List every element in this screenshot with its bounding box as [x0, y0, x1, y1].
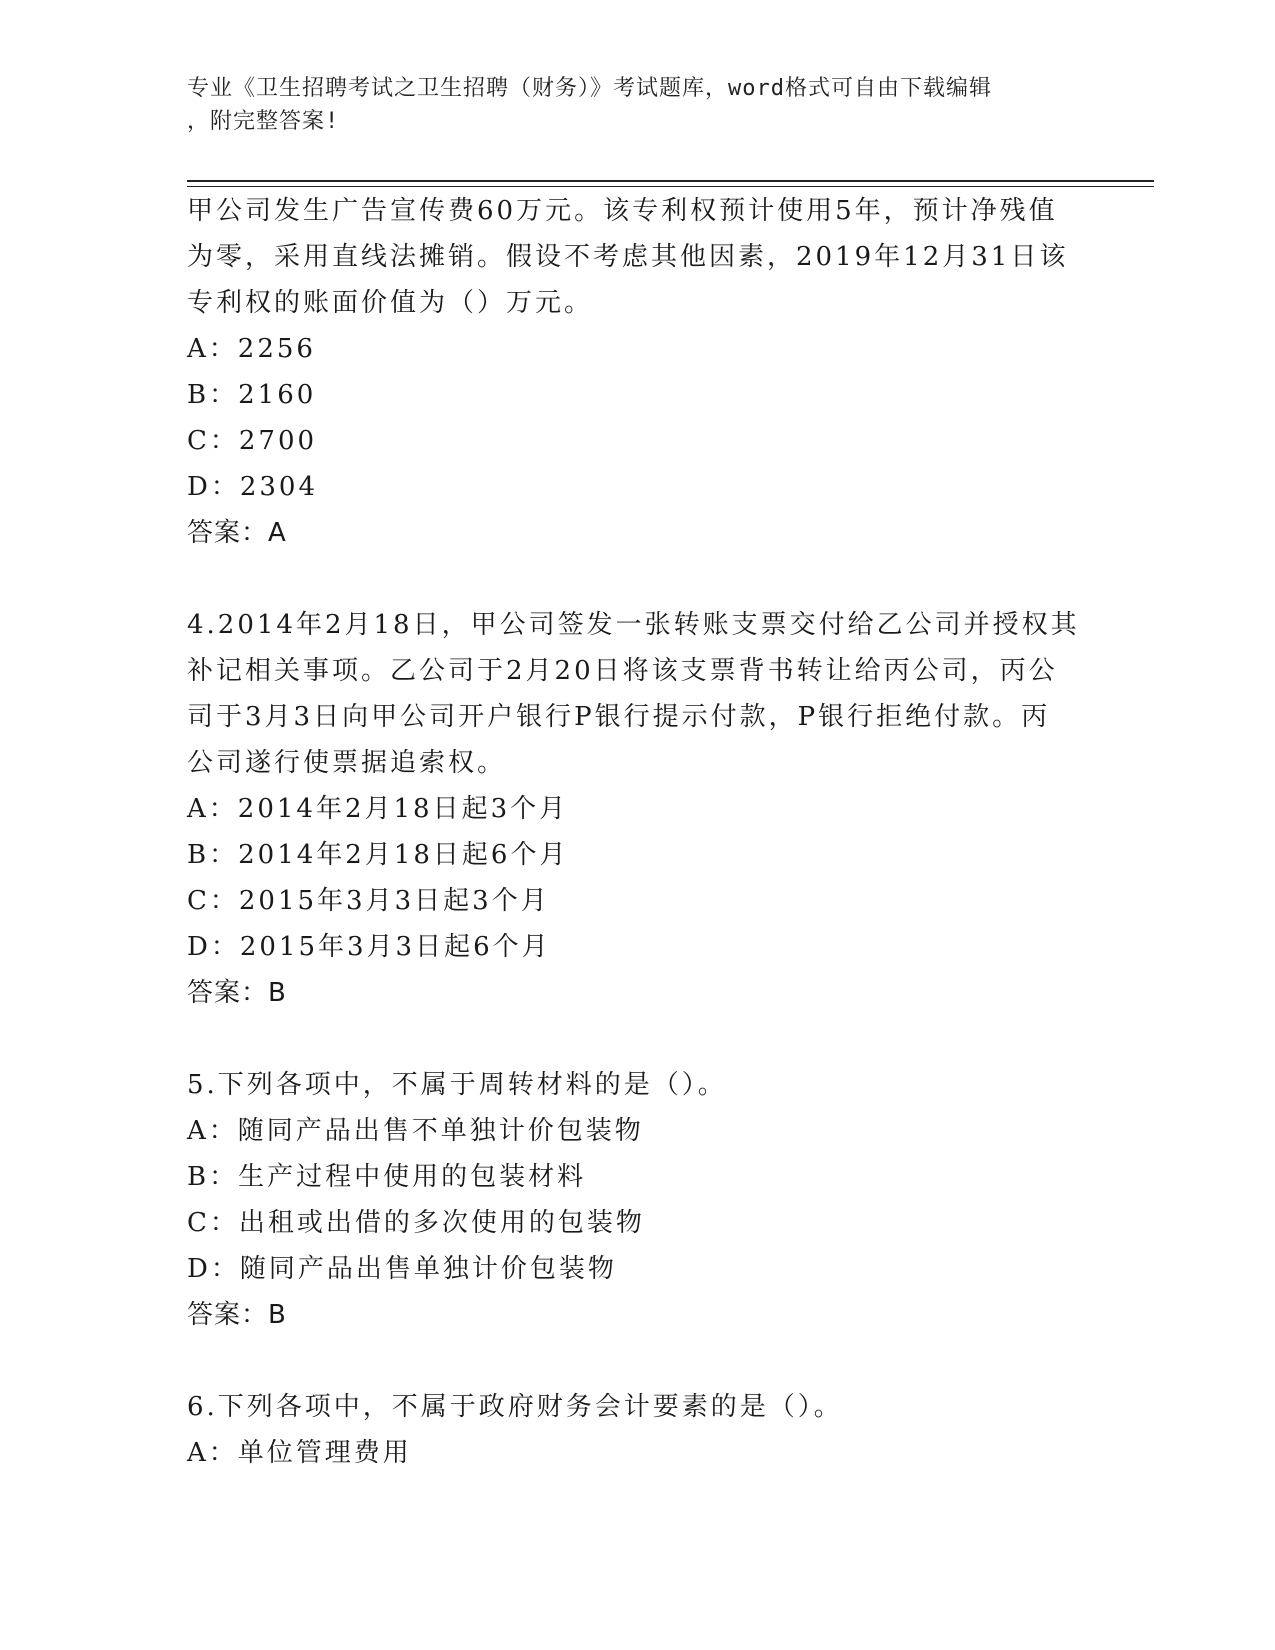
- question-stem-line: 为零，采用直线法摊销。假设不考虑其他因素，2019年12月31日该: [187, 242, 1069, 272]
- option-d: D：2304: [187, 472, 319, 502]
- option-b: B：2014年2月18日起6个月: [187, 840, 569, 870]
- header-divider-thick: [187, 180, 1154, 182]
- answer-line: 答案：B: [187, 1300, 287, 1330]
- option-b: B：生产过程中使用的包装材料: [187, 1162, 587, 1192]
- question-stem-line: 甲公司发生广告宣传费60万元。该专利权预计使用5年，预计净残值: [187, 196, 1058, 226]
- option-a: A：随同产品出售不单独计价包装物: [187, 1116, 644, 1146]
- question-stem-line: 6.下列各项中，不属于政府财务会计要素的是（）。: [187, 1392, 843, 1422]
- question-3: [187, 188, 1087, 556]
- option-d: D：随同产品出售单独计价包装物: [187, 1254, 617, 1284]
- spacer: [187, 1016, 1087, 1062]
- option-c: C：2700: [187, 426, 318, 456]
- option-c: C：2015年3月3日起3个月: [187, 886, 550, 916]
- header-line-2: ，附完整答案!: [187, 109, 340, 134]
- spacer: [187, 1338, 1087, 1384]
- question-4: [187, 602, 1087, 1016]
- option-d: D：2015年3月3日起6个月: [187, 932, 551, 962]
- question-6: [187, 1384, 1087, 1476]
- question-stem-line: 司于3月3日向甲公司开户银行P银行提示付款，P银行拒绝付款。丙: [187, 702, 1051, 732]
- answer-line: 答案：A: [187, 518, 287, 548]
- question-stem-line: 专利权的账面价值为（）万元。: [187, 288, 594, 318]
- question-stem-line: 公司遂行使票据追索权。: [187, 748, 507, 778]
- option-a: A：2256: [187, 334, 316, 364]
- option-b: B：2160: [187, 380, 317, 410]
- question-5: [187, 1062, 1087, 1338]
- header-divider-thin: [187, 186, 1154, 187]
- question-stem-line: 4.2014年2月18日，甲公司签发一张转账支票交付给乙公司并授权其: [187, 610, 1080, 640]
- question-list: [187, 188, 1087, 1476]
- option-a: A：单位管理费用: [187, 1438, 412, 1468]
- option-a: A：2014年2月18日起3个月: [187, 794, 569, 824]
- spacer: [187, 556, 1087, 602]
- option-c: C：出租或出借的多次使用的包装物: [187, 1208, 645, 1238]
- page-header: [187, 72, 1067, 138]
- header-line-1: 专业《卫生招聘考试之卫生招聘（财务）》考试题库，word格式可自由下载编辑: [187, 76, 992, 101]
- question-stem-line: 5.下列各项中，不属于周转材料的是（）。: [187, 1070, 727, 1100]
- answer-line: 答案：B: [187, 978, 287, 1008]
- question-stem-line: 补记相关事项。乙公司于2月20日将该支票背书转让给丙公司，丙公: [187, 656, 1058, 686]
